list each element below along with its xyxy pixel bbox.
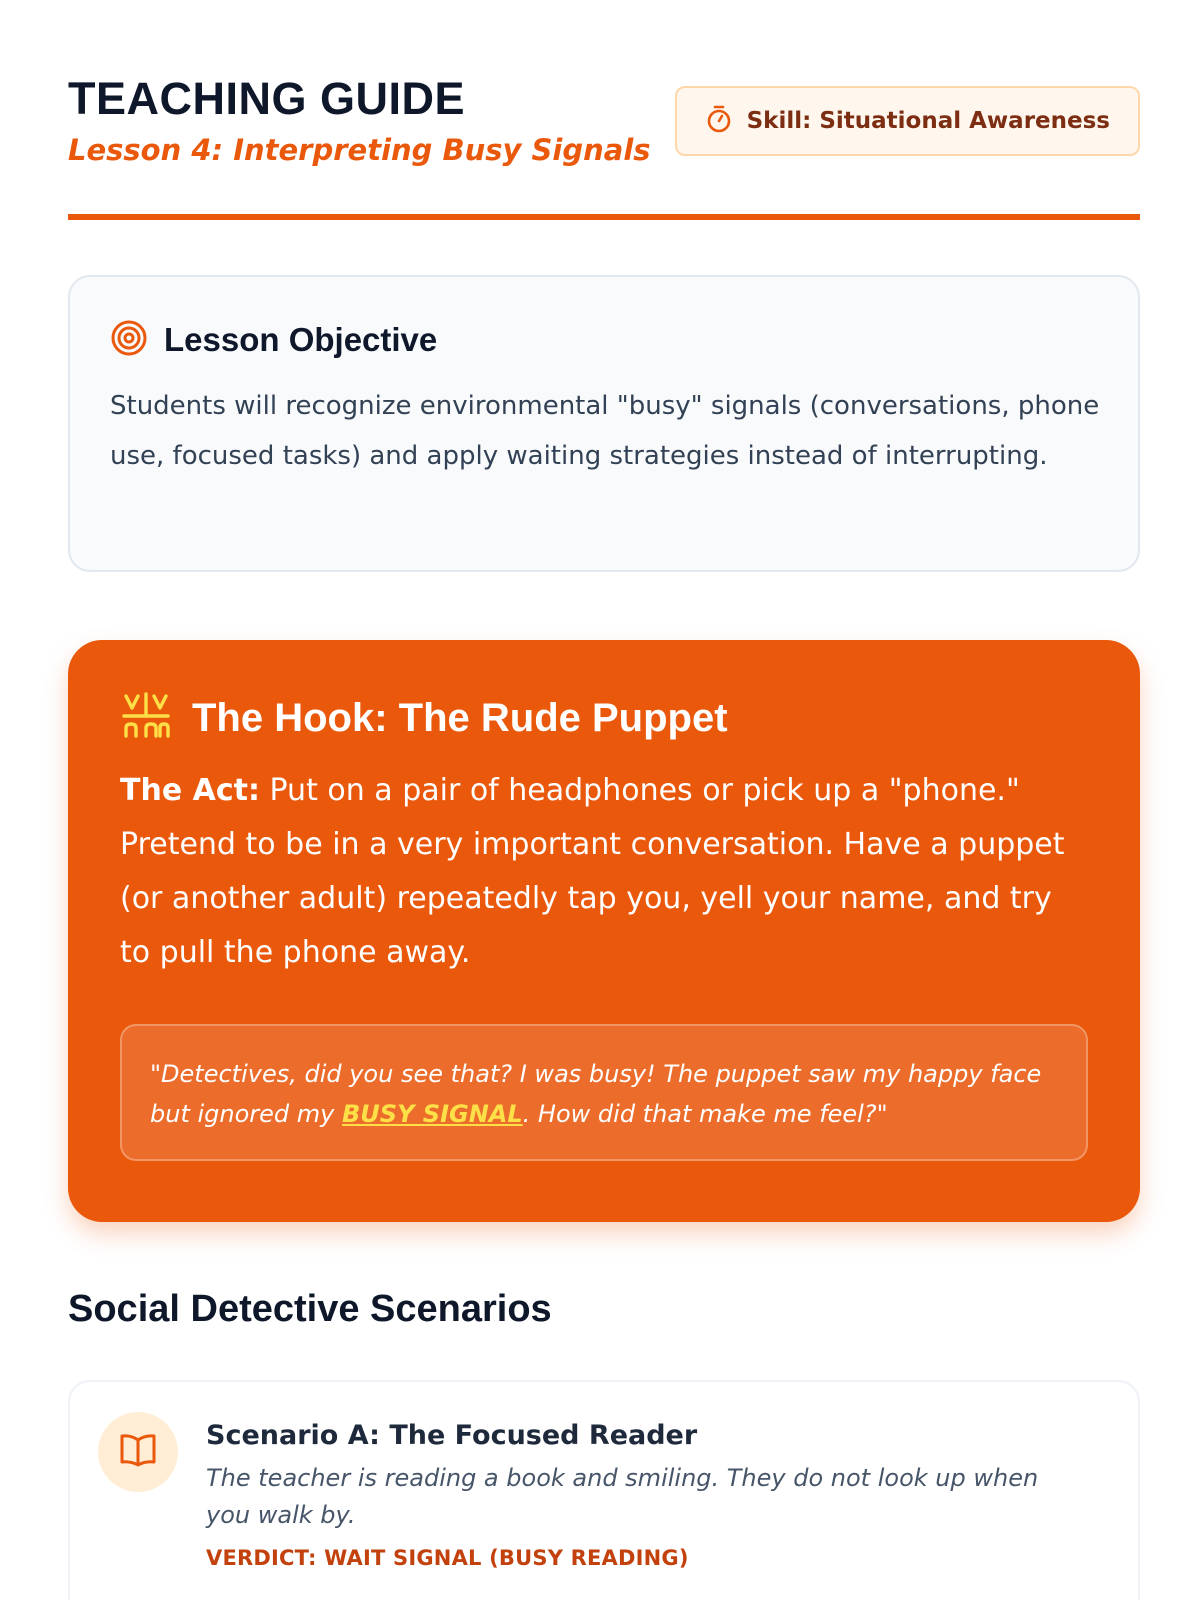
skill-badge: [675, 86, 1140, 156]
act-text: Put on a pair of headphones or pick up a "phone." Pretend to be in a very important conversation. Have a puppet (or another adult) repeatedly tap you, yell your name, and try to pull the phone away.: [120, 773, 1065, 970]
scenario-verdict: VERDICT: WAIT SIGNAL (BUSY READING): [206, 1546, 689, 1570]
page-header: [68, 70, 1140, 220]
theater-masks-icon: [120, 690, 172, 746]
objective-text: Students will recognize environmental "busy" signals (conversations, phone use, focused tasks) and apply waiting strategies instead of interrupting.: [110, 391, 1100, 471]
scenario-card: [68, 1380, 1140, 1600]
header-divider: [68, 214, 1140, 220]
act-label: The Act:: [120, 773, 260, 808]
hook-title: The Hook: The Rude Puppet: [192, 695, 728, 740]
objective-card: [68, 275, 1140, 572]
scenario-title: Scenario A: The Focused Reader: [206, 1420, 698, 1451]
lesson-subtitle: Lesson 4: Interpreting Busy Signals: [68, 133, 651, 167]
hook-quote: [120, 1024, 1088, 1161]
hook-card: [68, 640, 1140, 1222]
stopwatch-icon: [705, 104, 733, 138]
scenario-description: The teacher is reading a book and smiling. They do not look up when you walk by.: [206, 1464, 1039, 1529]
busy-signal-highlight: BUSY SIGNAL: [342, 1100, 523, 1128]
target-icon: [110, 319, 148, 361]
objective-title: Lesson Objective: [164, 321, 438, 358]
book-icon: [118, 1432, 158, 1472]
skill-badge-label: Skill: Situational Awareness: [746, 108, 1110, 134]
scenarios-section-title: Social Detective Scenarios: [68, 1288, 552, 1330]
scenario-icon-badge: [98, 1412, 178, 1492]
quote-text-end: . How did that make me feel?": [522, 1100, 888, 1128]
page-title: TEACHING GUIDE: [68, 73, 466, 124]
hook-body: [120, 764, 1090, 980]
quote-text-start: "Detectives, did you see that? I was busy! The puppet saw my happy face but ignored my: [150, 1060, 1042, 1128]
